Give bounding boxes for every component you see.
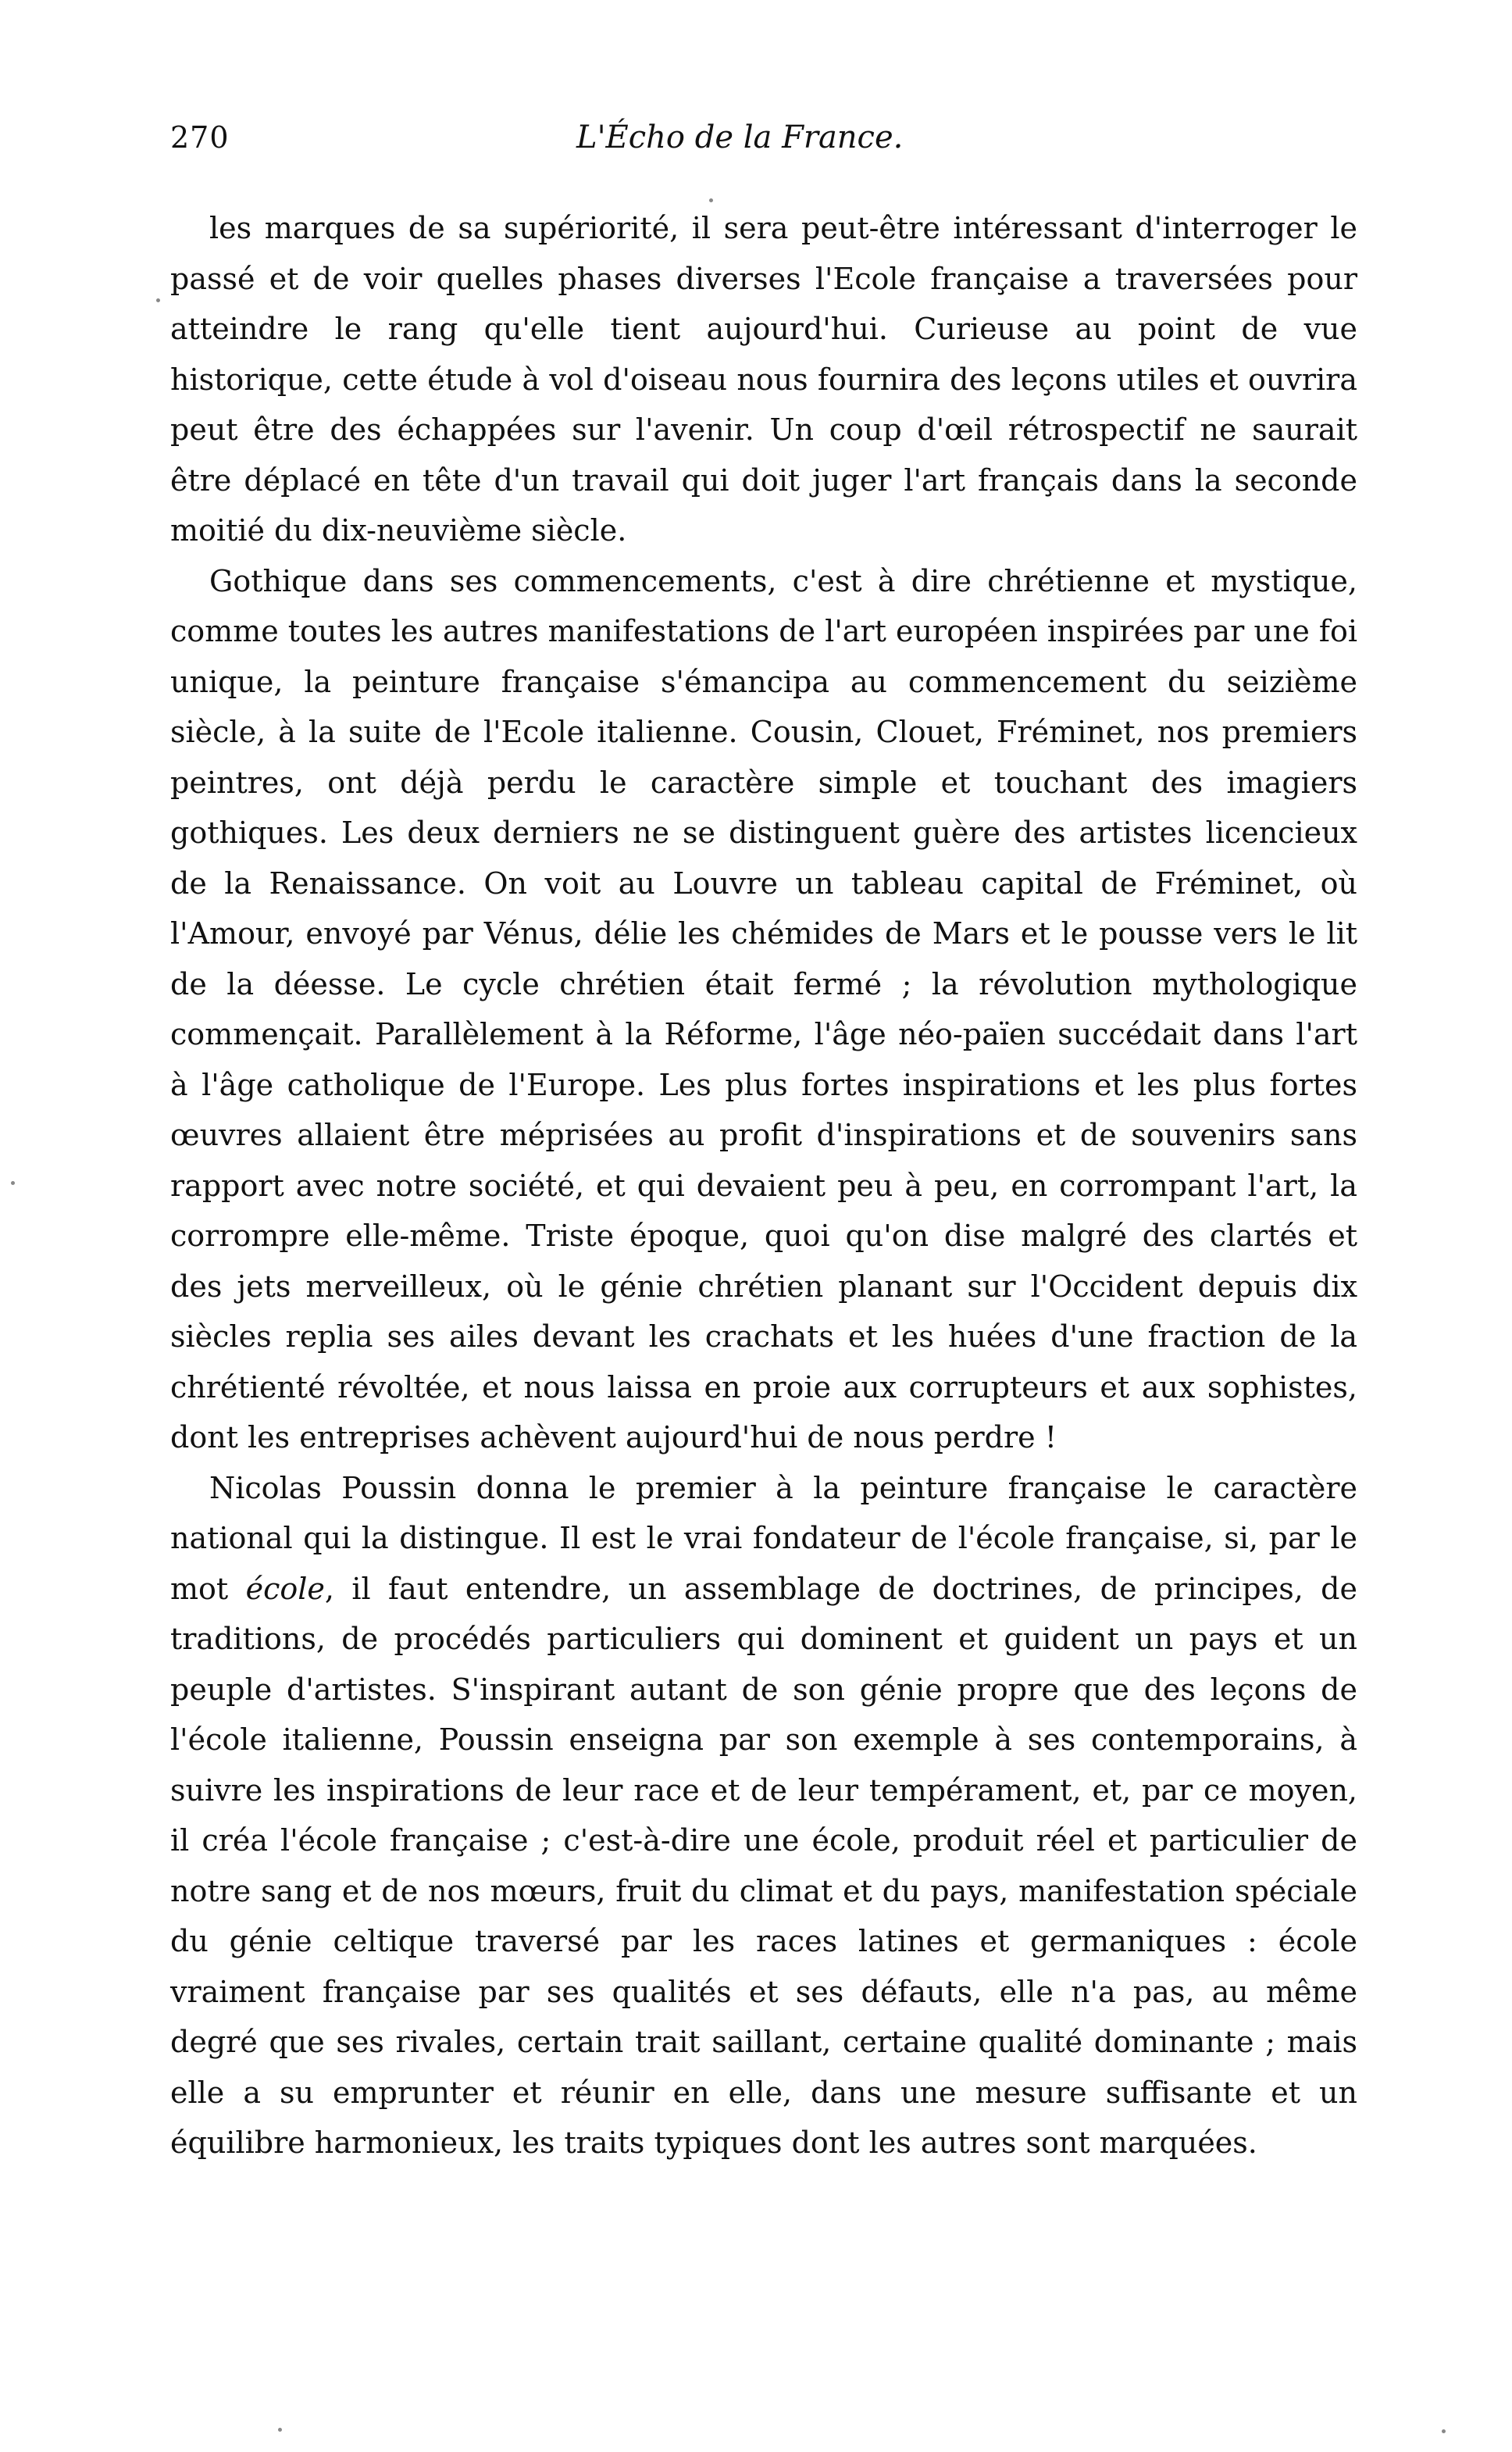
page-number: 270 xyxy=(170,120,230,155)
page-header xyxy=(170,117,1357,164)
paragraph-2: Gothique dans ses commencements, c'est à dire chrétienne et mystique, comme toutes les autres manifestations de l'art européen inspirées par une foi unique, la peinture française s'émancipa au commencement du seizième siècle, à la suite de l'Ecole italienne. Cousin, Clouet, Fréminet, nos premiers peintres, ont déjà perdu le caractère simple et touchant des imagiers gothiques. Les deux derniers ne se distinguent guère des artistes licencieux de la Renaissance. On voit au Louvre un tableau capital de Fréminet, où l'Amour, envoyé par Vénus, délie les chémides de Mars et le pousse vers le lit de la déesse. Le cycle chrétien était fermé ; la révolution mythologique commençait. Parallèlement à la Réforme, l'âge néo-païen succédait dans l'art à l'âge catholique de l'Europe. Les plus fortes inspirations et les plus fortes œuvres allaient être méprisées au profit d'inspirations et de souvenirs sans rapport avec notre société, et qui devaient peu à peu, en corrompant l'art, la corrompre elle-même. Triste époque, quoi qu'on dise malgré des clartés et des jets merveilleux, où le génie chrétien planant sur l'Occident depuis dix siècles replia ses ailes devant les crachats et les huées d'une fraction de la chrétienté révoltée, et nous laissa en proie aux corrupteurs et aux sophistes, dont les entreprises achèvent aujourd'hui de nous perdre ! xyxy=(170,563,1357,1454)
page-speck xyxy=(156,298,160,302)
paragraph-3-emphasis: école xyxy=(245,1571,325,1606)
page-speck xyxy=(1442,2429,1446,2433)
page-speck xyxy=(278,2428,282,2432)
page-speck xyxy=(11,1181,15,1185)
running-title: L'Écho de la France. xyxy=(576,120,904,155)
paragraph-1: les marques de sa supériorité, il sera peut-être intéressant d'interroger le passé et de voir quelles phases diverses l'Ecole française a traversées pour atteindre le rang qu'elle tient aujourd'hui. Curieuse au point de vue historique, cette étude à vol d'oiseau nous fournira des leçons utiles et ouvrira peut être des échappées sur l'avenir. Un coup d'œil rétrospectif ne saurait être déplacé en tête d'un travail qui doit juger l'art français dans la seconde moitié du dix-neuvième siècle. xyxy=(170,211,1357,548)
page-speck xyxy=(709,198,713,202)
body-text xyxy=(170,203,1357,2168)
paragraph-3 xyxy=(170,1463,1357,2168)
paragraph-3-text-after: , il faut entendre, un assemblage de doctrines, de principes, de traditions, de procédés particuliers qui dominent et guident un pays et un peuple d'artistes. S'inspirant autant de son génie propre que des leçons de l'école italienne, Poussin enseigna par son exemple à ses contemporains, à suivre les inspirations de leur race et de leur tempérament, et, par ce moyen, il créa l'école française ; c'est-à-dire une école, produit réel et particulier de notre sang et de nos mœurs, fruit du climat et du pays, manifestation spéciale du génie celtique traversé par les races latines et germaniques : école vraiment française par ses qualités et ses défauts, elle n'a pas, au même degré que ses rivales, certain trait saillant, certaine qualité dominante ; mais elle a su emprunter et réunir en elle, dans une mesure suffisante et un équilibre harmonieux, les traits typiques dont les autres sont marquées. xyxy=(170,1571,1357,2160)
paragraph-3-text-before: Nicolas Poussin donna le premier à la peinture française le caractère national qui la distingue. Il est le vrai fondateur de l'école française, si, par le mot xyxy=(170,1470,1357,1606)
